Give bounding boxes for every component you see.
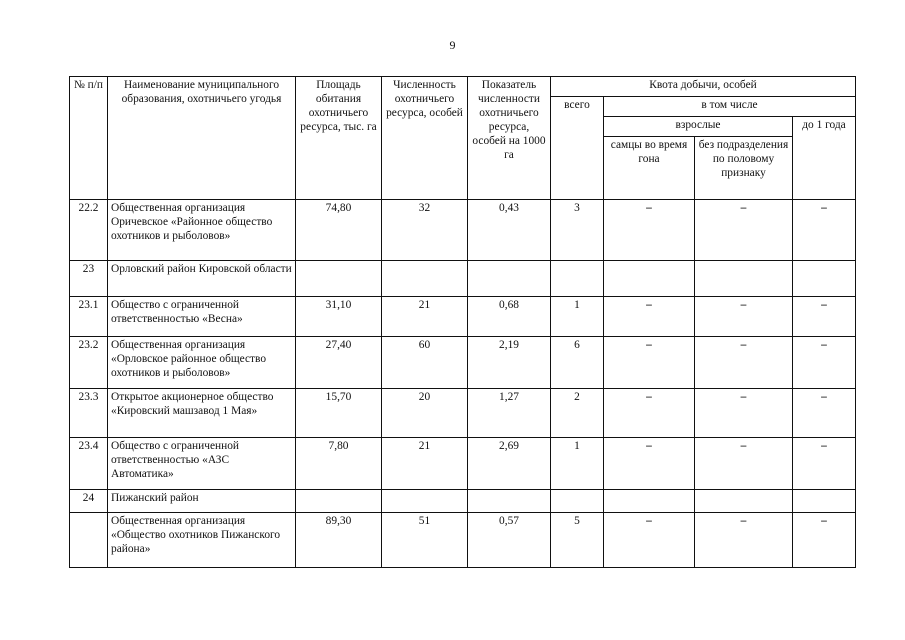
row-count: 51 [382,513,468,568]
header-males-rut: самцы во время гона [604,137,695,200]
table-row [70,513,856,568]
row-area: 7,80 [296,438,382,490]
row-nosex: – [695,200,793,261]
row-area: 31,10 [296,297,382,337]
row-total: 1 [551,297,604,337]
header-quota: Квота добычи, особей [551,77,856,97]
row-under1 [793,261,856,297]
row-name: Общество с ограниченной ответственностью «Весна» [108,297,296,337]
row-index [468,261,551,297]
row-count: 21 [382,438,468,490]
row-total: 1 [551,438,604,490]
table-row [70,261,856,297]
row-name: Орловский район Кировской области [108,261,296,297]
row-area: 15,70 [296,389,382,438]
row-name: Пижанский район [108,490,296,513]
row-name: Общество с ограниченной ответственностью «АЗС Автоматика» [108,438,296,490]
row-count [382,261,468,297]
header-adults: взрослые [604,117,793,137]
table-row [70,297,856,337]
row-index: 0,68 [468,297,551,337]
row-index: 1,27 [468,389,551,438]
row-name: Открытое акционерное общество «Кировский машзавод 1 Мая» [108,389,296,438]
row-num: 23 [70,261,108,297]
row-nosex: – [695,513,793,568]
row-total [551,490,604,513]
row-nosex: – [695,438,793,490]
row-num: 23.3 [70,389,108,438]
row-total: 5 [551,513,604,568]
row-num: 23.4 [70,438,108,490]
hunting-quota-table [69,76,856,568]
row-under1: – [793,200,856,261]
page-number: 9 [449,38,456,52]
row-area [296,261,382,297]
table-row [70,389,856,438]
row-num: 23.1 [70,297,108,337]
row-count: 20 [382,389,468,438]
row-area [296,490,382,513]
header-total: всего [551,97,604,200]
row-under1: – [793,337,856,389]
row-males: – [604,389,695,438]
row-count: 21 [382,297,468,337]
row-males: – [604,513,695,568]
row-under1: – [793,513,856,568]
row-males: – [604,200,695,261]
row-count: 32 [382,200,468,261]
header-area: Площадь обитания охотничьего ресурса, тыс. га [296,77,382,200]
table-row [70,200,856,261]
header-num: № п/п [70,77,108,200]
header-name: Наименование муниципального образования, охотничьего угодья [108,77,296,200]
row-count [382,490,468,513]
row-under1: – [793,297,856,337]
row-under1: – [793,389,856,438]
row-males: – [604,438,695,490]
header-count: Численность охотничьего ресурса, особей [382,77,468,200]
row-name: Общественная организация «Орловское районное общество охотников и рыболовов» [108,337,296,389]
row-index [468,490,551,513]
row-num [70,513,108,568]
row-nosex [695,490,793,513]
row-area: 89,30 [296,513,382,568]
row-num: 24 [70,490,108,513]
row-count: 60 [382,337,468,389]
row-nosex: – [695,389,793,438]
row-males: – [604,297,695,337]
row-total: 3 [551,200,604,261]
row-area: 27,40 [296,337,382,389]
header-no-sex: без подразделения по половому признаку [695,137,793,200]
row-males [604,490,695,513]
header-index: Показатель численности охотничьего ресурса, особей на 1000 га [468,77,551,200]
row-index: 2,19 [468,337,551,389]
row-total: 2 [551,389,604,438]
row-index: 0,43 [468,200,551,261]
row-num: 23.2 [70,337,108,389]
row-nosex [695,261,793,297]
row-area: 74,80 [296,200,382,261]
table-row [70,337,856,389]
row-index: 0,57 [468,513,551,568]
row-total: 6 [551,337,604,389]
row-nosex: – [695,337,793,389]
row-total [551,261,604,297]
table-row [70,438,856,490]
row-under1: – [793,438,856,490]
row-under1 [793,490,856,513]
row-males [604,261,695,297]
row-name: Общественная организация «Общество охотников Пижанского района» [108,513,296,568]
row-index: 2,69 [468,438,551,490]
table-row [70,490,856,513]
row-nosex: – [695,297,793,337]
header-including: в том числе [604,97,856,117]
header-under1: до 1 года [793,117,856,200]
row-num: 22.2 [70,200,108,261]
row-males: – [604,337,695,389]
row-name: Общественная организация Оричевское «Районное общество охотников и рыболовов» [108,200,296,261]
